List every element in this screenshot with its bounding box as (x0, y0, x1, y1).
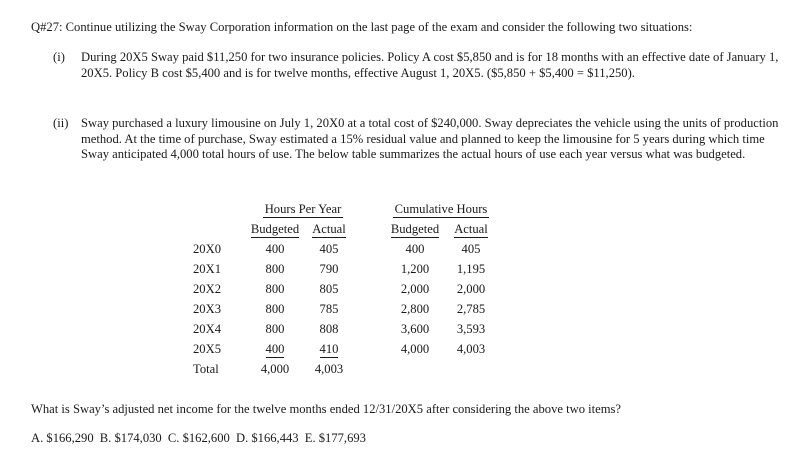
table-row: 20X4 800 808 3,600 3,593 (193, 322, 486, 336)
table-row: 20X3 800 785 2,800 2,785 (193, 302, 486, 316)
table-group-header-row (189, 199, 497, 219)
item-number: (i) (53, 50, 65, 64)
table-row: 20X0 400 405 400 405 (193, 242, 481, 256)
question-title: Q#27: Continue utilizing the Sway Corporation information on the last page of the exam and consider the following two situations: (31, 20, 693, 34)
sub-header: Actual (312, 222, 346, 236)
table-total-row: Total 4,000 4,003 (193, 362, 344, 376)
table-sub-header-row (189, 219, 497, 239)
sub-header: Budgeted (390, 222, 440, 236)
group-header-cumulative-hours: Cumulative Hours (394, 202, 488, 216)
item-text: During 20X5 Sway paid $11,250 for two insurance policies. Policy A cost $5,850 and is for 18 months with an effective date of January 1, 20X5. Policy B cost $5,400 and is for twelve months, effective August 1, 20X5. ($5,850 + $5,400 = $11,250). (81, 50, 779, 80)
question-text: What is Sway’s adjusted net income for the twelve months ended 12/31/20X5 after considering the above two items? (31, 402, 622, 416)
table-row: 20X5 400 410 4,000 4,003 (193, 342, 486, 356)
sub-header: Actual (454, 222, 488, 236)
item-text: Sway purchased a luxury limousine on July 1, 20X0 at a total cost of $240,000. Sway depreciates the vehicle using the units of production method. At the time of purchase, Sway estimated a 15% residual value and planned to keep the limousine for 5 years during which time Sway anticipated 4,000 total hours of use. The below table summarizes the actual hours of use each year versus what was budgeted. (81, 116, 779, 161)
answer-choice-b: B. $174,030 (99, 431, 162, 445)
item-number: (ii) (53, 116, 69, 130)
answer-choices (31, 431, 369, 447)
answer-choice-e: E. $177,693 (304, 431, 366, 445)
table-row: 20X1 800 790 1,200 1,195 (193, 262, 486, 276)
answer-choice-a: A. $166,290 (31, 431, 94, 445)
hours-table (189, 199, 497, 379)
answer-choice-c: C. $162,600 (167, 431, 230, 445)
sub-header: Budgeted (250, 222, 300, 236)
table-row: 20X2 800 805 2,000 2,000 (193, 282, 486, 296)
answer-choice-d: D. $166,443 (235, 431, 299, 445)
group-header-hours-per-year: Hours Per Year (264, 202, 342, 216)
